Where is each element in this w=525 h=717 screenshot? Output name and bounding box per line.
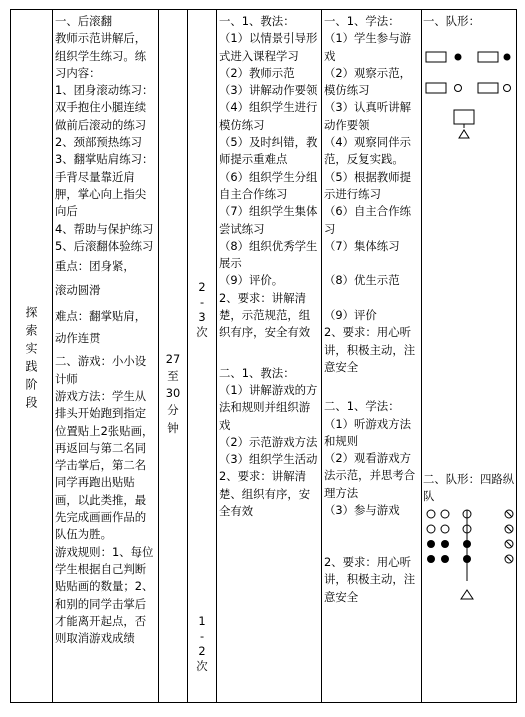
reps-1: 2 - 3 次 <box>196 280 208 339</box>
section-2-text: 二、游戏：小小设计师 游戏方法：学生从排头开始跑到指定位置贴上2张贴画，再返回与第二名同学击掌后，第二名同学再跑出贴贴画，以此类推，最先完成画画作品的队伍为胜。 游戏规则：1、每位学生根据自己判断贴贴画的数量；2、和别的同学击掌后才能离开起点，否则取消游戏成绩 <box>55 354 154 646</box>
column-divider <box>216 10 217 702</box>
reps-2: 1 - 2 次 <box>196 614 208 673</box>
key-point-2: 滚动圆滑 <box>55 283 101 298</box>
mat-box <box>454 110 474 124</box>
group-box <box>426 52 446 62</box>
student-marker <box>427 555 435 563</box>
teacher-cell <box>219 10 320 702</box>
student-marker <box>463 555 471 563</box>
student-marker <box>427 540 435 548</box>
student-marker <box>441 540 449 548</box>
key-point: 重点：团身紧， <box>55 259 135 274</box>
formation-diagram-1 <box>423 44 517 144</box>
student-part-1: 一、1、学法： （1）学生参与游戏 （2）观察示范，模仿练习 （3）认真听讲解动作要领 （4）观察同伴示范，反复实践。 （5）根据教师提示进行练习 （6）自主合作练习 （7）集体练习 （8）优生示范 （9）评价 2、要求：用心听讲，积极主动，注意安全 <box>324 14 416 374</box>
formation-title-2: 二、队形：四路纵队 <box>423 472 515 504</box>
difficulty-point-2: 动作连贯 <box>55 331 101 346</box>
crossed-markers <box>505 510 513 563</box>
time-cell <box>159 10 187 702</box>
stage-label: 探索实践阶段 <box>24 306 38 414</box>
difficulty-point: 难点：翻掌贴肩， <box>55 308 147 323</box>
reps-cell <box>188 10 216 702</box>
student-marker <box>441 510 449 518</box>
column-divider <box>421 10 422 702</box>
content-cell <box>55 10 157 702</box>
formation-cell <box>423 10 517 702</box>
student-marker <box>504 54 511 61</box>
student-marker <box>427 525 435 533</box>
teacher-part-1: 一、1、教法： （1）以情景引导形式进入课程学习 （2）教师示范 （3）讲解动作要领 （4）组织学生进行模仿练习 （5）及时纠错，教师提示重难点 （6）组织学生分组自主合作练习 （7）组织学生集体尝试练习 （8）组织优秀学生展示 （9）评价。 2、要求：讲解清楚，示范规范，组织有序，安全有效 <box>219 14 318 340</box>
column-divider <box>52 10 53 702</box>
student-cell <box>324 10 420 702</box>
time-text: 27 至 30 分 钟 <box>165 351 181 435</box>
student-marker <box>463 540 471 548</box>
section-1-text: 一、后滚翻 教师示范讲解后，组织学生练习。练习内容： 1、团身滚动练习：双手抱住小腿连续做前后滚动的练习 2、颈部预热练习 3、翻掌贴肩练习：手背尽量靠近肩胛，掌心向上指尖向后 4、帮助与保护练习 5、后滚翻体验练习 <box>55 14 154 253</box>
teacher-part-2: 二、1、教法： （1）讲解游戏的方法和规则并组织游戏 （2）示范游戏方法 （3）组织学生活动 2、要求：讲解清楚、组织有序，安全有效 <box>219 365 318 519</box>
group-box <box>478 83 498 93</box>
student-marker <box>455 85 462 92</box>
formation-diagram-2 <box>423 507 517 607</box>
group-box <box>478 52 498 62</box>
column-divider <box>321 10 322 702</box>
group-box <box>426 83 446 93</box>
stage-cell <box>11 10 52 702</box>
student-marker <box>455 54 462 61</box>
lesson-plan-table <box>10 9 517 703</box>
student-marker <box>427 510 435 518</box>
student-marker <box>441 525 449 533</box>
formation-title-1: 一、队形： <box>423 14 480 28</box>
student-part-2: 二、1、学法： （1）听游戏方法和规则 （2）观看游戏方法示范，并思考合理方法 （3）参与游戏 2、要求：用心听讲，积极主动，注意安全 <box>324 399 416 604</box>
student-marker <box>504 85 511 92</box>
teacher-triangle <box>459 130 469 138</box>
student-marker <box>441 555 449 563</box>
teacher-triangle <box>461 590 473 599</box>
